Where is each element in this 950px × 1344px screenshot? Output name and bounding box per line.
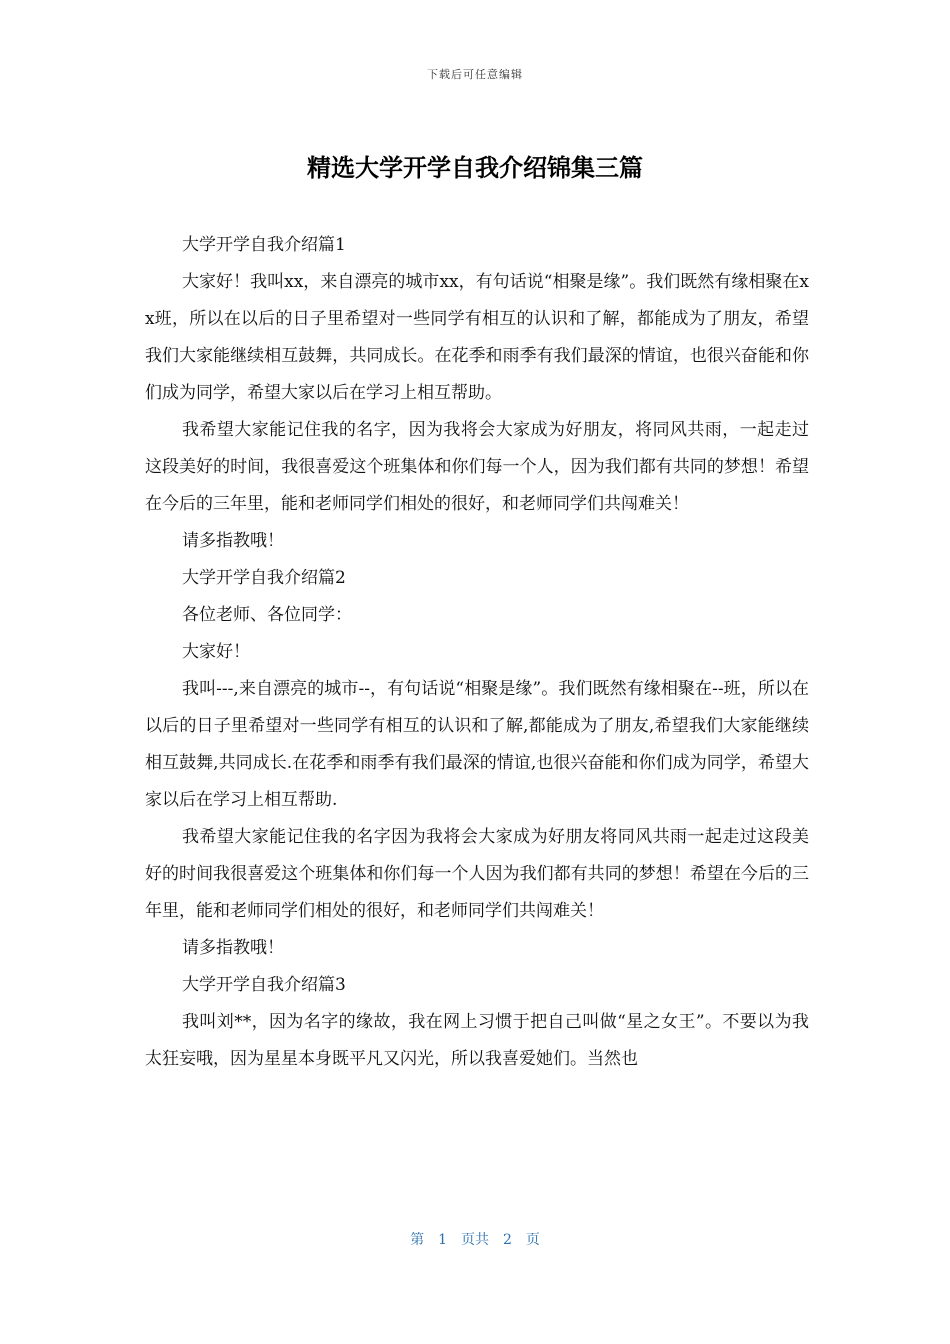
paragraph: 大家好！我叫xx，来自漂亮的城市xx，有句话说“相聚是缘”。我们既然有缘相聚在xx班，所以在以后的日子里希望对一些同学有相互的认识和了解，都能成为了朋友，希望我们大家能继续相互鼓舞，共同成长。在花季和雨季有我们最深的情谊，也很兴奋能和你们成为同学，希望大家以后在学习上相互帮助。	[145, 272, 809, 403]
paragraph: 各位老师、各位同学：	[182, 605, 352, 625]
document-title: 精选大学开学自我介绍锦集三篇	[307, 154, 643, 182]
document-body	[145, 227, 809, 1078]
paragraph: 请多指教哦！	[182, 938, 284, 958]
paragraph: 我叫---,来自漂亮的城市--，有句话说“相聚是缘”。我们既然有缘相聚在--班，所以在以后的日子里希望对一些同学有相互的认识和了解,都能成为了朋友,希望我们大家能继续相互鼓舞,共同成长.在花季和雨季有我们最深的情谊,也很兴奋能和你们成为同学，希望大家以后在学习上相互帮助.	[145, 679, 809, 810]
footer-total-word: 页共	[461, 1232, 489, 1248]
section-heading-1: 大学开学自我介绍篇1	[182, 235, 346, 255]
paragraph: 请多指教哦！	[182, 531, 284, 551]
paragraph: 我希望大家能记住我的名字，因为我将会大家成为好朋友，将同风共雨，一起走过这段美好的时间，我很喜爱这个班集体和你们每一个人，因为我们都有共同的梦想！希望在今后的三年里，能和老师同学们相处的很好，和老师同学们共闯难关！	[145, 420, 809, 514]
footer-page-word: 第	[410, 1232, 425, 1248]
section-heading-2: 大学开学自我介绍篇2	[182, 568, 346, 588]
header-note: 下载后可任意编辑	[427, 68, 523, 81]
paragraph: 我叫刘**，因为名字的缘故，我在网上习惯于把自己叫做“星之女王”。不要以为我太狂妄哦，因为星星本身既平凡又闪光，所以我喜爱她们。当然也	[145, 1012, 809, 1069]
footer-total-pages: 2	[503, 1232, 512, 1248]
section-heading-3: 大学开学自我介绍篇3	[182, 975, 346, 995]
page-footer	[0, 1229, 950, 1249]
footer-current-page: 1	[438, 1232, 447, 1248]
footer-end-word: 页	[525, 1232, 540, 1248]
paragraph: 大家好！	[182, 642, 250, 662]
paragraph: 我希望大家能记住我的名字因为我将会大家成为好朋友将同风共雨一起走过这段美好的时间我很喜爱这个班集体和你们每一个人因为我们都有共同的梦想！希望在今后的三年里，能和老师同学们相处的很好，和老师同学们共闯难关！	[145, 827, 809, 921]
